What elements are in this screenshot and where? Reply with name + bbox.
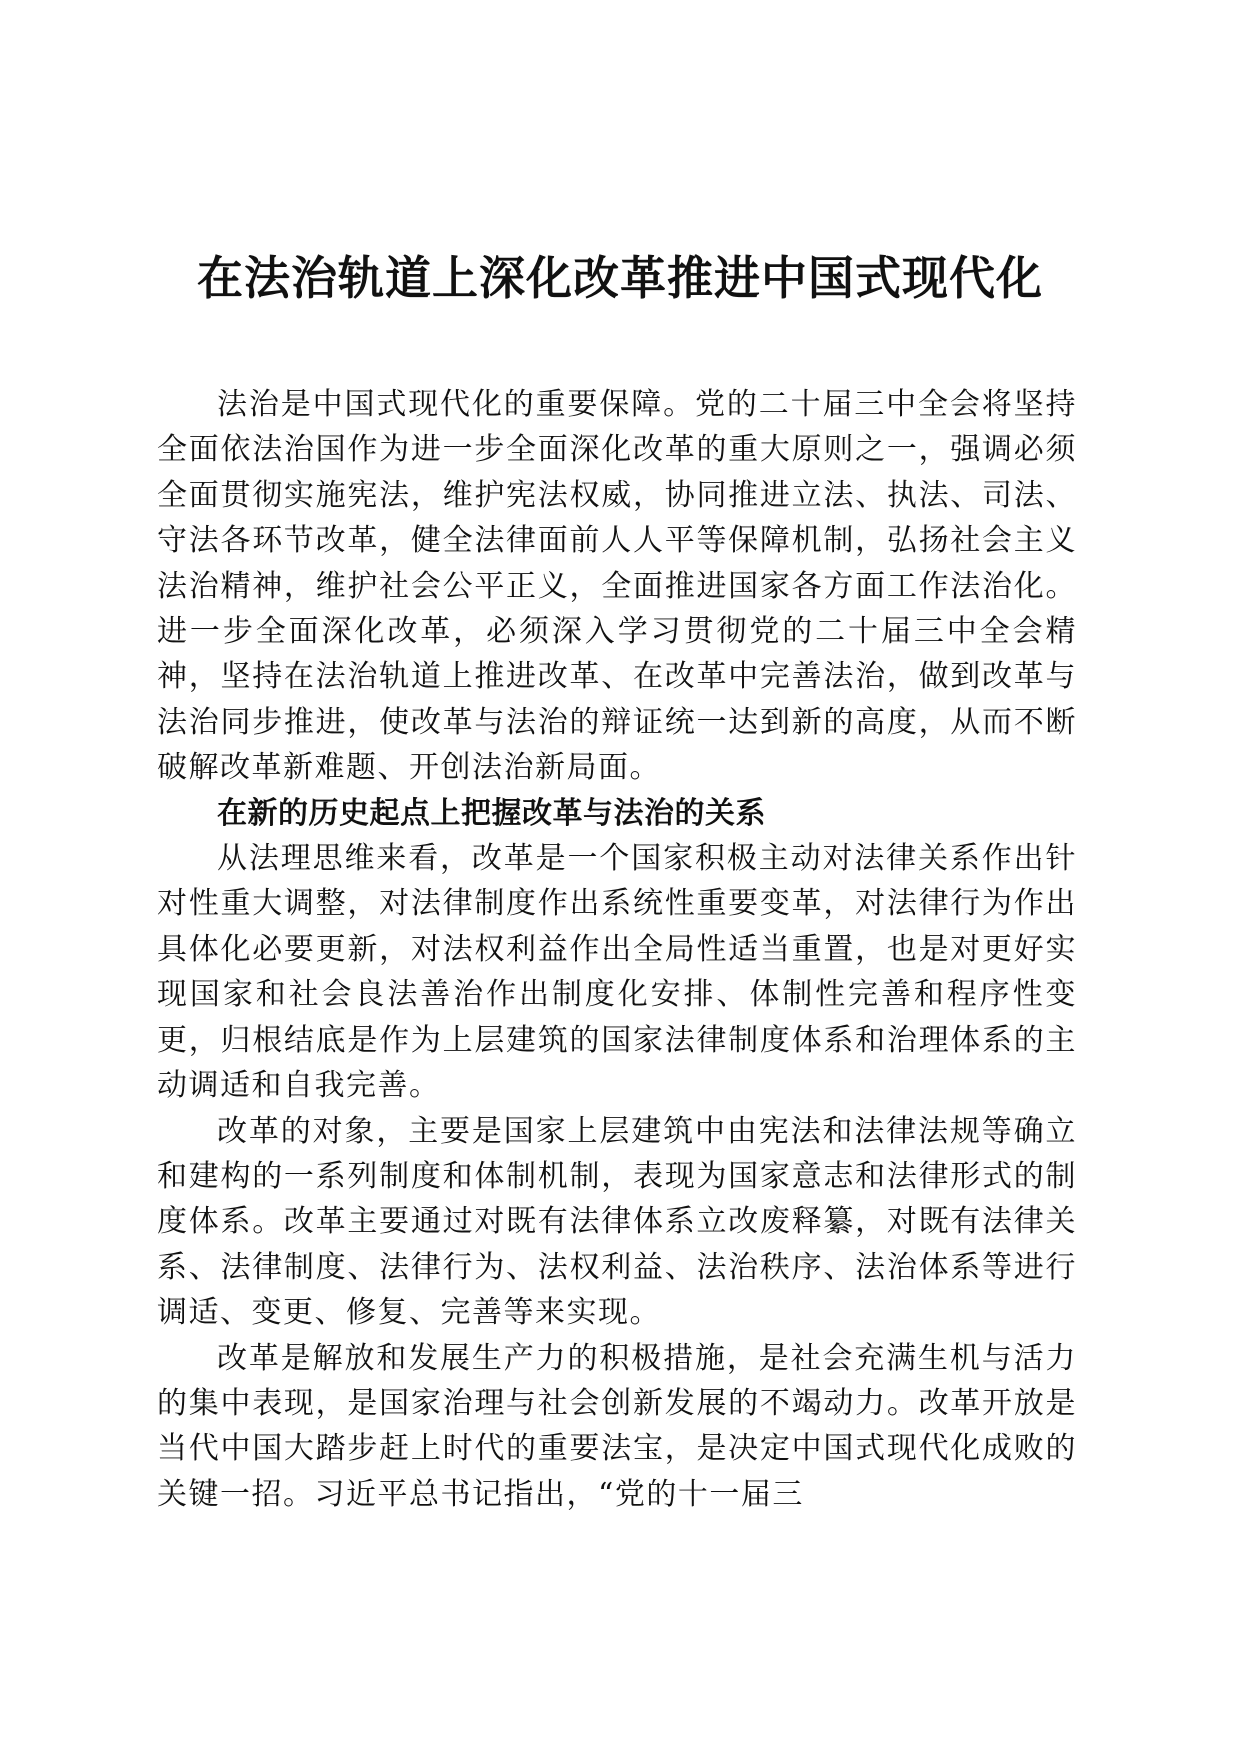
- document-title: 在法治轨道上深化改革推进中国式现代化: [197, 251, 1043, 305]
- paragraph: 从法理思维来看，改革是一个国家积极主动对法律关系作出针对性重大调整，对法律制度作出系统性重要变革，对法律行为作出具体化必要更新，对法权利益作出全局性适当重置，也是对更好实现国家和社会良法善治作出制度化安排、体制性完善和程序性变更，归根结底是作为上层建筑的国家法律制度体系和治理体系的主动调适和自我完善。: [157, 841, 1077, 1104]
- section-heading: 在新的历史起点上把握改革与法治的关系: [217, 795, 766, 831]
- paragraph: 改革的对象，主要是国家上层建筑中由宪法和法律法规等确立和建构的一系列制度和体制机制，表现为国家意志和法律形式的制度体系。改革主要通过对既有法律体系立改废释纂，对既有法律关系、法律制度、法律行为、法权利益、法治秩序、法治体系等进行调适、变更、修复、完善等来实现。: [157, 1113, 1077, 1331]
- document-body: [157, 382, 1077, 1517]
- paragraph: 改革是解放和发展生产力的积极措施，是社会充满生机与活力的集中表现，是国家治理与社会创新发展的不竭动力。改革开放是当代中国大踏步赶上时代的重要法宝，是决定中国式现代化成败的关键一招。习近平总书记指出，“党的十一届三: [157, 1340, 1077, 1512]
- paragraph: 法治是中国式现代化的重要保障。党的二十届三中全会将坚持全面依法治国作为进一步全面深化改革的重大原则之一，强调必须全面贯彻实施宪法，维护宪法权威，协同推进立法、执法、司法、守法各环节改革，健全法律面前人人平等保障机制，弘扬社会主义法治精神，维护社会公平正义，全面推进国家各方面工作法治化。进一步全面深化改革，必须深入学习贯彻党的二十届三中全会精神，坚持在法治轨道上推进改革、在改革中完善法治，做到改革与法治同步推进，使改革与法治的辩证统一达到新的高度，从而不断破解改革新难题、开创法治新局面。: [157, 387, 1077, 786]
